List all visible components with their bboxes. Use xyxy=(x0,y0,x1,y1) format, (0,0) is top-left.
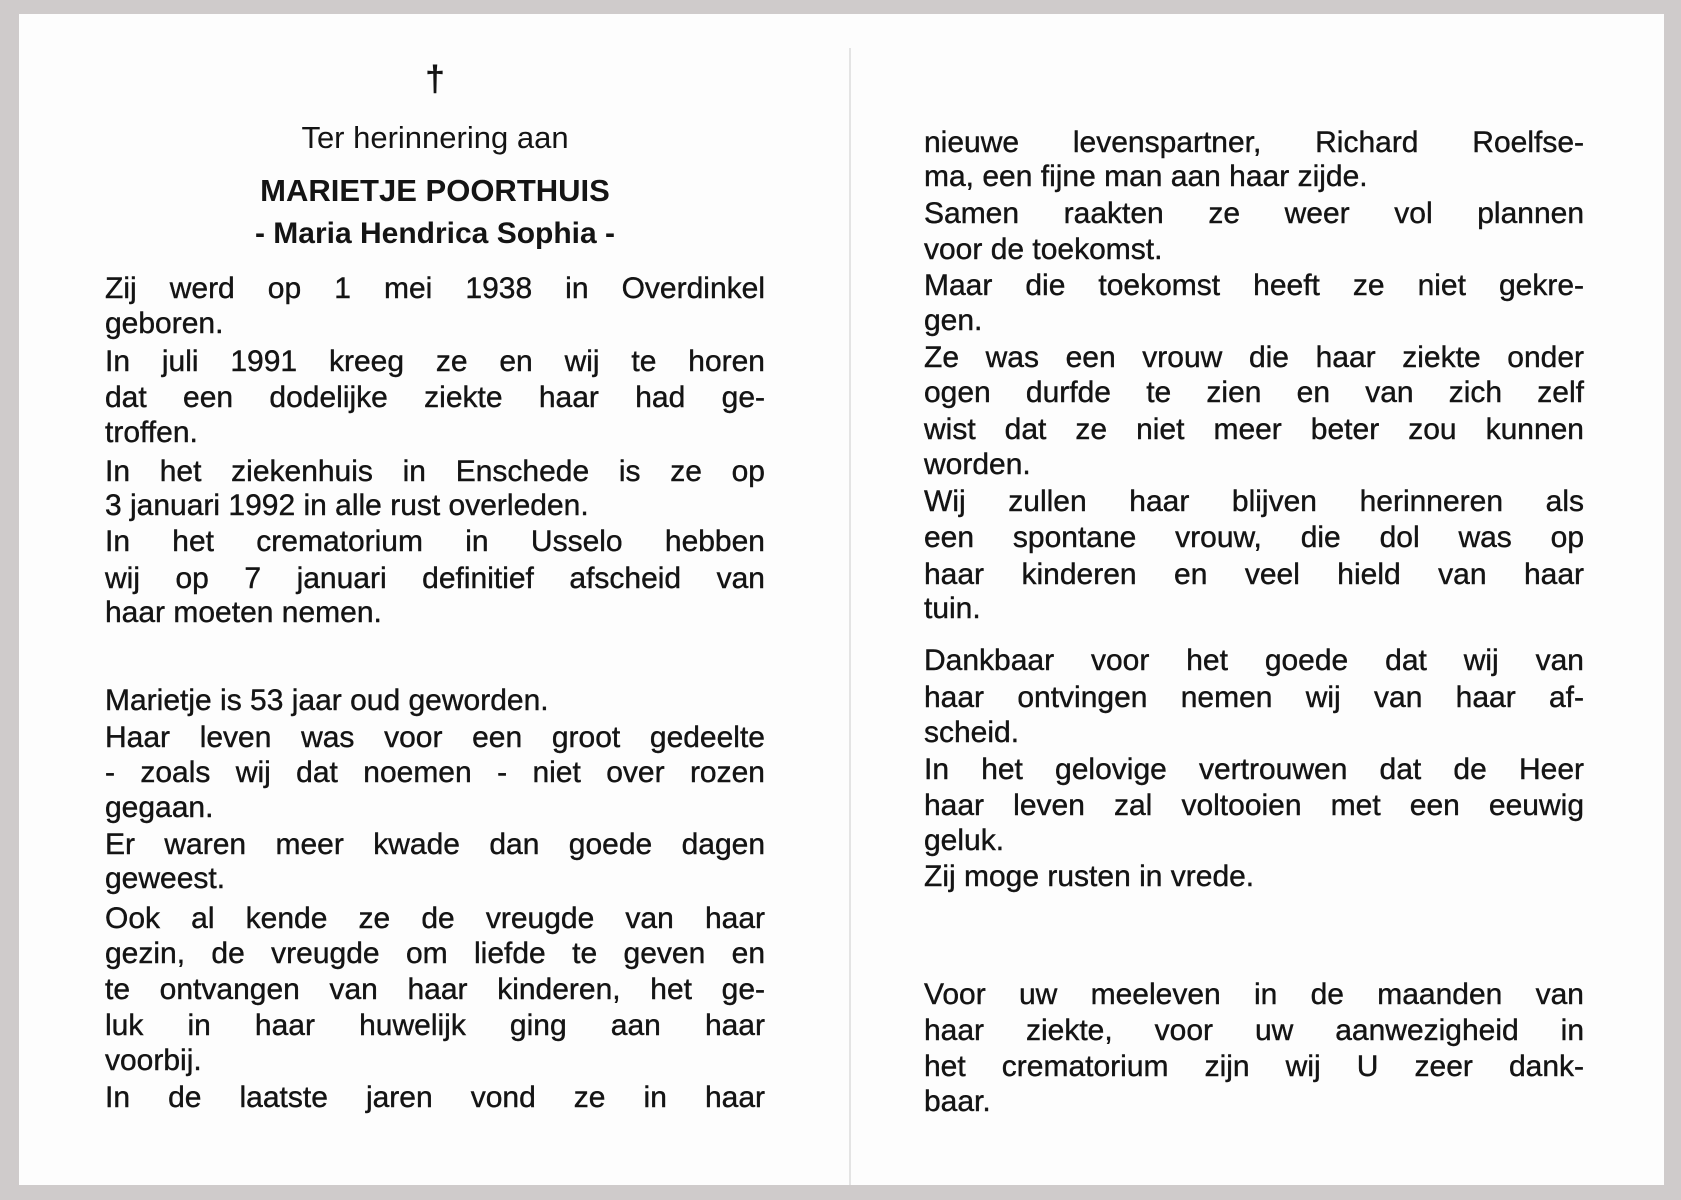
text-line: gen. xyxy=(924,304,983,337)
text-line: ma, een fijne man aan haar zijde. xyxy=(924,160,1368,193)
text-line: geweest. xyxy=(105,862,226,895)
text-line: luk in haar huwelijk ging aan haar xyxy=(105,1009,765,1042)
text-line: In juli 1991 kreeg ze en wij te horen xyxy=(105,345,765,378)
text-line: dat een dodelijke ziekte haar had ge- xyxy=(105,381,765,414)
text-line: ogen durfde te zien en van zich zelf xyxy=(924,376,1584,409)
text-line: Ze was een vrouw die haar ziekte onder xyxy=(924,341,1584,374)
text-line: wij op 7 januari definitief afscheid van xyxy=(105,562,765,595)
text-line: Voor uw meeleven in de maanden van xyxy=(924,978,1584,1011)
text-line: - zoals wij dat noemen - niet over rozen xyxy=(105,756,765,789)
text-line: Zij werd op 1 mei 1938 in Overdinkel xyxy=(105,272,765,305)
text-line: In het crematorium in Usselo hebben xyxy=(105,525,765,558)
fold-divider xyxy=(849,48,851,1185)
text-line: troffen. xyxy=(105,416,198,449)
text-line: In de laatste jaren vond ze in haar xyxy=(105,1081,765,1114)
text-line: haar ziekte, voor uw aanwezigheid in xyxy=(924,1014,1584,1047)
text-line: wist dat ze niet meer beter zou kunnen xyxy=(924,413,1584,446)
text-line: haar ontvingen nemen wij van haar af- xyxy=(924,681,1584,714)
text-line: Ook al kende ze de vreugde van haar xyxy=(105,902,765,935)
text-line: 3 januari 1992 in alle rust overleden. xyxy=(105,489,589,522)
text-line: Haar leven was voor een groot gedeelte xyxy=(105,721,765,754)
text-line: Samen raakten ze weer vol plannen xyxy=(924,197,1584,230)
text-line: het crematorium zijn wij U zeer dank- xyxy=(924,1050,1584,1083)
text-line: Wij zullen haar blijven herinneren als xyxy=(924,485,1584,518)
text-line: een spontane vrouw, die dol was op xyxy=(924,521,1584,554)
text-line: nieuwe levenspartner, Richard Roelfse- xyxy=(924,126,1584,159)
text-line: geluk. xyxy=(924,824,1005,857)
text-line: te ontvangen van haar kinderen, het ge- xyxy=(105,973,765,1006)
text-line: voor de toekomst. xyxy=(924,233,1163,266)
deceased-full-name: - Maria Hendrica Sophia - xyxy=(254,217,616,250)
text-line: Er waren meer kwade dan goede dagen xyxy=(105,828,765,861)
text-line: haar kinderen en veel hield van haar xyxy=(924,558,1584,591)
text-line: worden. xyxy=(924,448,1031,481)
text-line: Dankbaar voor het goede dat wij van xyxy=(924,644,1584,677)
intro-text: Ter herinnering aan xyxy=(301,120,569,155)
text-line: geboren. xyxy=(105,307,224,340)
text-line: haar moeten nemen. xyxy=(105,596,382,629)
text-line: Zij moge rusten in vrede. xyxy=(924,860,1255,893)
text-line: Marietje is 53 jaar oud geworden. xyxy=(105,684,549,717)
text-line: haar leven zal voltooien met een eeuwig xyxy=(924,789,1584,822)
cross-icon: † xyxy=(424,58,446,99)
text-line: scheid. xyxy=(924,716,1020,749)
deceased-name: MARIETJE POORTHUIS xyxy=(260,173,610,208)
text-line: gegaan. xyxy=(105,791,214,824)
text-line: voorbij. xyxy=(105,1044,202,1077)
text-line: baar. xyxy=(924,1085,991,1118)
text-line: In het gelovige vertrouwen dat de Heer xyxy=(924,753,1584,786)
text-line: In het ziekenhuis in Enschede is ze op xyxy=(105,455,765,488)
text-line: tuin. xyxy=(924,592,981,625)
text-line: Maar die toekomst heeft ze niet gekre- xyxy=(924,269,1584,302)
text-line: gezin, de vreugde om liefde te geven en xyxy=(105,937,765,970)
